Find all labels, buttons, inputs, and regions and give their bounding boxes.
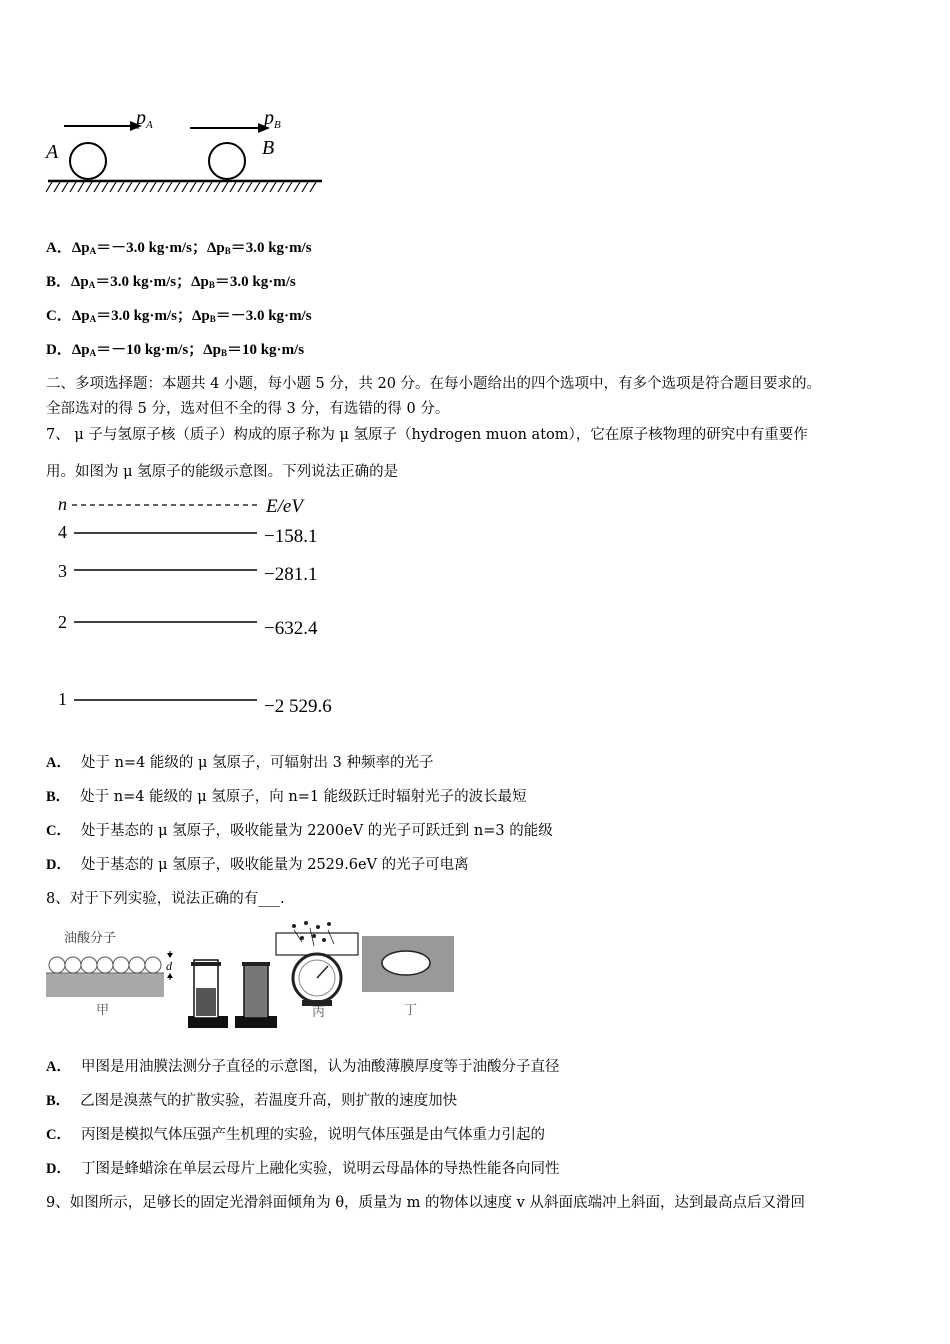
wax-melt-ellipse: [382, 951, 430, 975]
label-bing: 丙: [312, 1004, 326, 1019]
level-2-e: −632.4: [264, 618, 318, 639]
momentum-figure: [40, 100, 330, 200]
level-4-n: 4: [58, 522, 67, 542]
e-header: E/eV: [266, 496, 303, 517]
oil-molecule-label: 油酸分子: [64, 930, 117, 945]
section2-line2: 全部选对的得 5 分，选对但不全的得 3 分，有选错的得 0 分。: [46, 401, 450, 417]
experiments-figure: [44, 918, 459, 1033]
q7-option-d: D． 处于基态的 μ 氢原子，吸收能量为 2529.6eV 的光子可电离: [46, 857, 469, 873]
arrow-a-label: $p_A$: [136, 107, 153, 131]
level-1-n: 1: [58, 689, 67, 709]
q8-option-b: B． 乙图是溴蒸气的扩散实验，若温度升高，则扩散的速度加快: [46, 1093, 458, 1109]
level-2-n: 2: [58, 612, 67, 632]
ball-a-label: A: [46, 141, 59, 163]
q9-stem-line1: 9、如图所示，足够长的固定光滑斜面倾角为 θ，质量为 m 的物体以速度 v 从斜面底端冲上斜面，达到最高点后又滑回: [46, 1195, 805, 1211]
q7-option-b: B． 处于 n=4 能级的 μ 氢原子，向 n=1 能级跃迁时辐射光子的波长最短: [46, 789, 527, 805]
q8-stem: 8、对于下列实验，说法正确的有___.: [46, 891, 285, 907]
q8-option-a: A． 甲图是用油膜法测分子直径的示意图，认为油酸薄膜厚度等于油酸分子直径: [46, 1059, 560, 1075]
q6-option-c: C．$\Delta p_A=3.0$ kg·m/s；$\Delta p_B=-3.0$ kg·m/s: [46, 308, 312, 324]
q6-option-d: D．$\Delta p_A=-10$ kg·m/s；$\Delta p_B=10$ kg·m/s: [46, 342, 305, 358]
level-1-e: −2 529.6: [264, 696, 332, 717]
q8-option-d: D． 丁图是蜂蜡涂在单层云母片上融化实验，说明云母晶体的导热性能各向同性: [46, 1161, 560, 1177]
ball-a: [70, 143, 106, 179]
q7-stem-line2: 用。如图为 μ 氢原子的能级示意图。下列说法正确的是: [46, 464, 399, 480]
water-surface: [46, 973, 164, 997]
label-ding: 丁: [404, 1002, 418, 1017]
ball-b: [209, 143, 245, 179]
q6-option-a: A．$\Delta p_A=-3.0$ kg·m/s；$\Delta p_B=3.0$ kg·m/s: [46, 240, 312, 256]
level-3-n: 3: [58, 561, 67, 581]
d-label: d: [166, 959, 172, 973]
oil-molecules: [49, 957, 161, 973]
q7-option-a: A． 处于 n=4 能级的 μ 氢原子，可辐射出 3 种频率的光子: [46, 755, 434, 771]
ball-b-label: B: [262, 137, 275, 159]
arrow-b-label: $p_B$: [264, 107, 281, 131]
level-4-e: −158.1: [264, 526, 318, 547]
q7-option-c: C． 处于基态的 μ 氢原子，吸收能量为 2200eV 的光子可跃迁到 n=3 的能级: [46, 823, 553, 839]
n-header: n: [58, 494, 67, 514]
q8-option-c: C． 丙图是模拟气体压强产生机理的实验，说明气体压强是由气体重力引起的: [46, 1127, 545, 1143]
section2-line1: 二、多项选择题：本题共 4 小题，每小题 5 分，共 20 分。在每小题给出的四个选项中，有多个选项是符合题目要求的。: [46, 376, 822, 392]
q6-option-b: B．$\Delta p_A=3.0$ kg·m/s；$\Delta p_B=3.0$ kg·m/s: [46, 274, 296, 290]
energy-level-diagram: [52, 490, 362, 725]
label-jia: 甲: [96, 1002, 110, 1017]
q7-stem-line1: 7、 μ 子与氢原子核（质子）构成的原子称为 μ 氢原子（hydrogen muon atom），它在原子核物理的研究中有重要作: [46, 427, 808, 443]
level-3-e: −281.1: [264, 564, 318, 585]
